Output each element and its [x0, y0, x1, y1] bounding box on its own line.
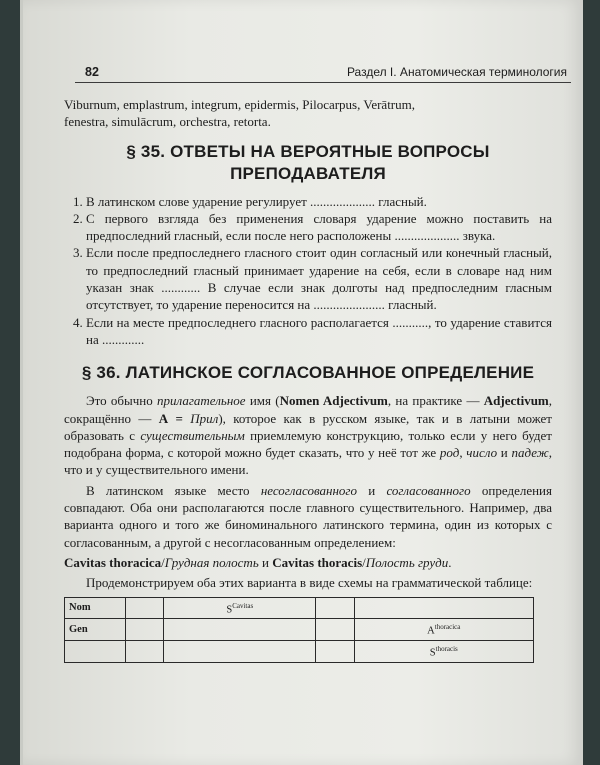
section-35-heading: § 35. ОТВЕТЫ НА ВЕРОЯТНЫЕ ВОПРОСЫ ПРЕПОДАВАТЕЛЯ: [126, 141, 490, 183]
table-row: [65, 597, 534, 619]
row-label-gen: Gen: [65, 619, 126, 641]
running-header: [75, 56, 571, 83]
row-label-nom: Nom: [65, 597, 126, 619]
page-content: [64, 96, 552, 663]
paragraph-1: Это обычно прилагательное имя (Nomen Adjectivum, на практике — Adjectivum, сокращённо — А = Прил), которое как в русском языке, так и в латыни может образовать с существительным приемлемую конструкцию, только если у него будет подобрана форма, с которой можно будет сказать, что у неё тот же род, число и падеж, что и у существительного имени.: [64, 393, 553, 478]
paragraph-3: Продемонстрируем оба этих варианта в виде схемы на грамматической таблице:: [86, 575, 533, 591]
grammar-table: [64, 597, 534, 663]
section-36-heading: § 36. ЛАТИНСКОЕ СОГЛАСОВАННОЕ ОПРЕДЕЛЕНИЕ: [81, 363, 535, 383]
question-list: [64, 193, 552, 349]
list-item: 2. С первого взгляда без применения словаря ударение можно поставить на предпоследний гласный, если после него расположены .................... звука.: [86, 210, 552, 245]
list-item: 4. Если на месте предпоследнего гласного располагается ..........., то ударение ставится на .............: [86, 314, 552, 349]
paragraph-2: В латинском языке место несогласованного и согласованного определения совпадают. Оба они располагаются после главного существительного. Например, два варианта одного и того же биноминального латинского термина, один из которых с согласованным, а другой с несогласованным определением:: [64, 482, 552, 550]
page-number: 82: [85, 65, 99, 79]
intro-word-list: Viburnum, emplastrum, integrum, epidermis, Pilocarpus, Verātrum, fenestra, simulācrum, orchestra, retorta.: [64, 97, 415, 130]
example-terms: Cavitas thoracica/Грудная полость и Cavitas thoracis/Полость груди.: [64, 554, 452, 570]
running-section-title: Раздел I. Анатомическая терминология: [346, 65, 567, 79]
table-row: [65, 619, 534, 641]
cell-s-cavitas: $S^{Cavitas}$: [164, 597, 316, 619]
cell-a-thoracica: $A^{thoracica}$: [354, 619, 533, 641]
cell-s-thoracis: $S^{thoracis}$: [354, 641, 533, 663]
list-item: 3. Если после предпоследнего гласного стоит один согласный или конечный гласный, то предпоследний гласный принимает ударение на себя, если в словаре над ним указан знак ............ В случае если знак долготы над предпоследним гласным отсутствует, то ударение переносится на ...................... гласный.: [86, 244, 552, 313]
list-item: 1. В латинском слове ударение регулирует .................... гласный.: [86, 193, 552, 210]
grammar-table-wrap: [64, 597, 552, 663]
table-row: [65, 641, 534, 663]
